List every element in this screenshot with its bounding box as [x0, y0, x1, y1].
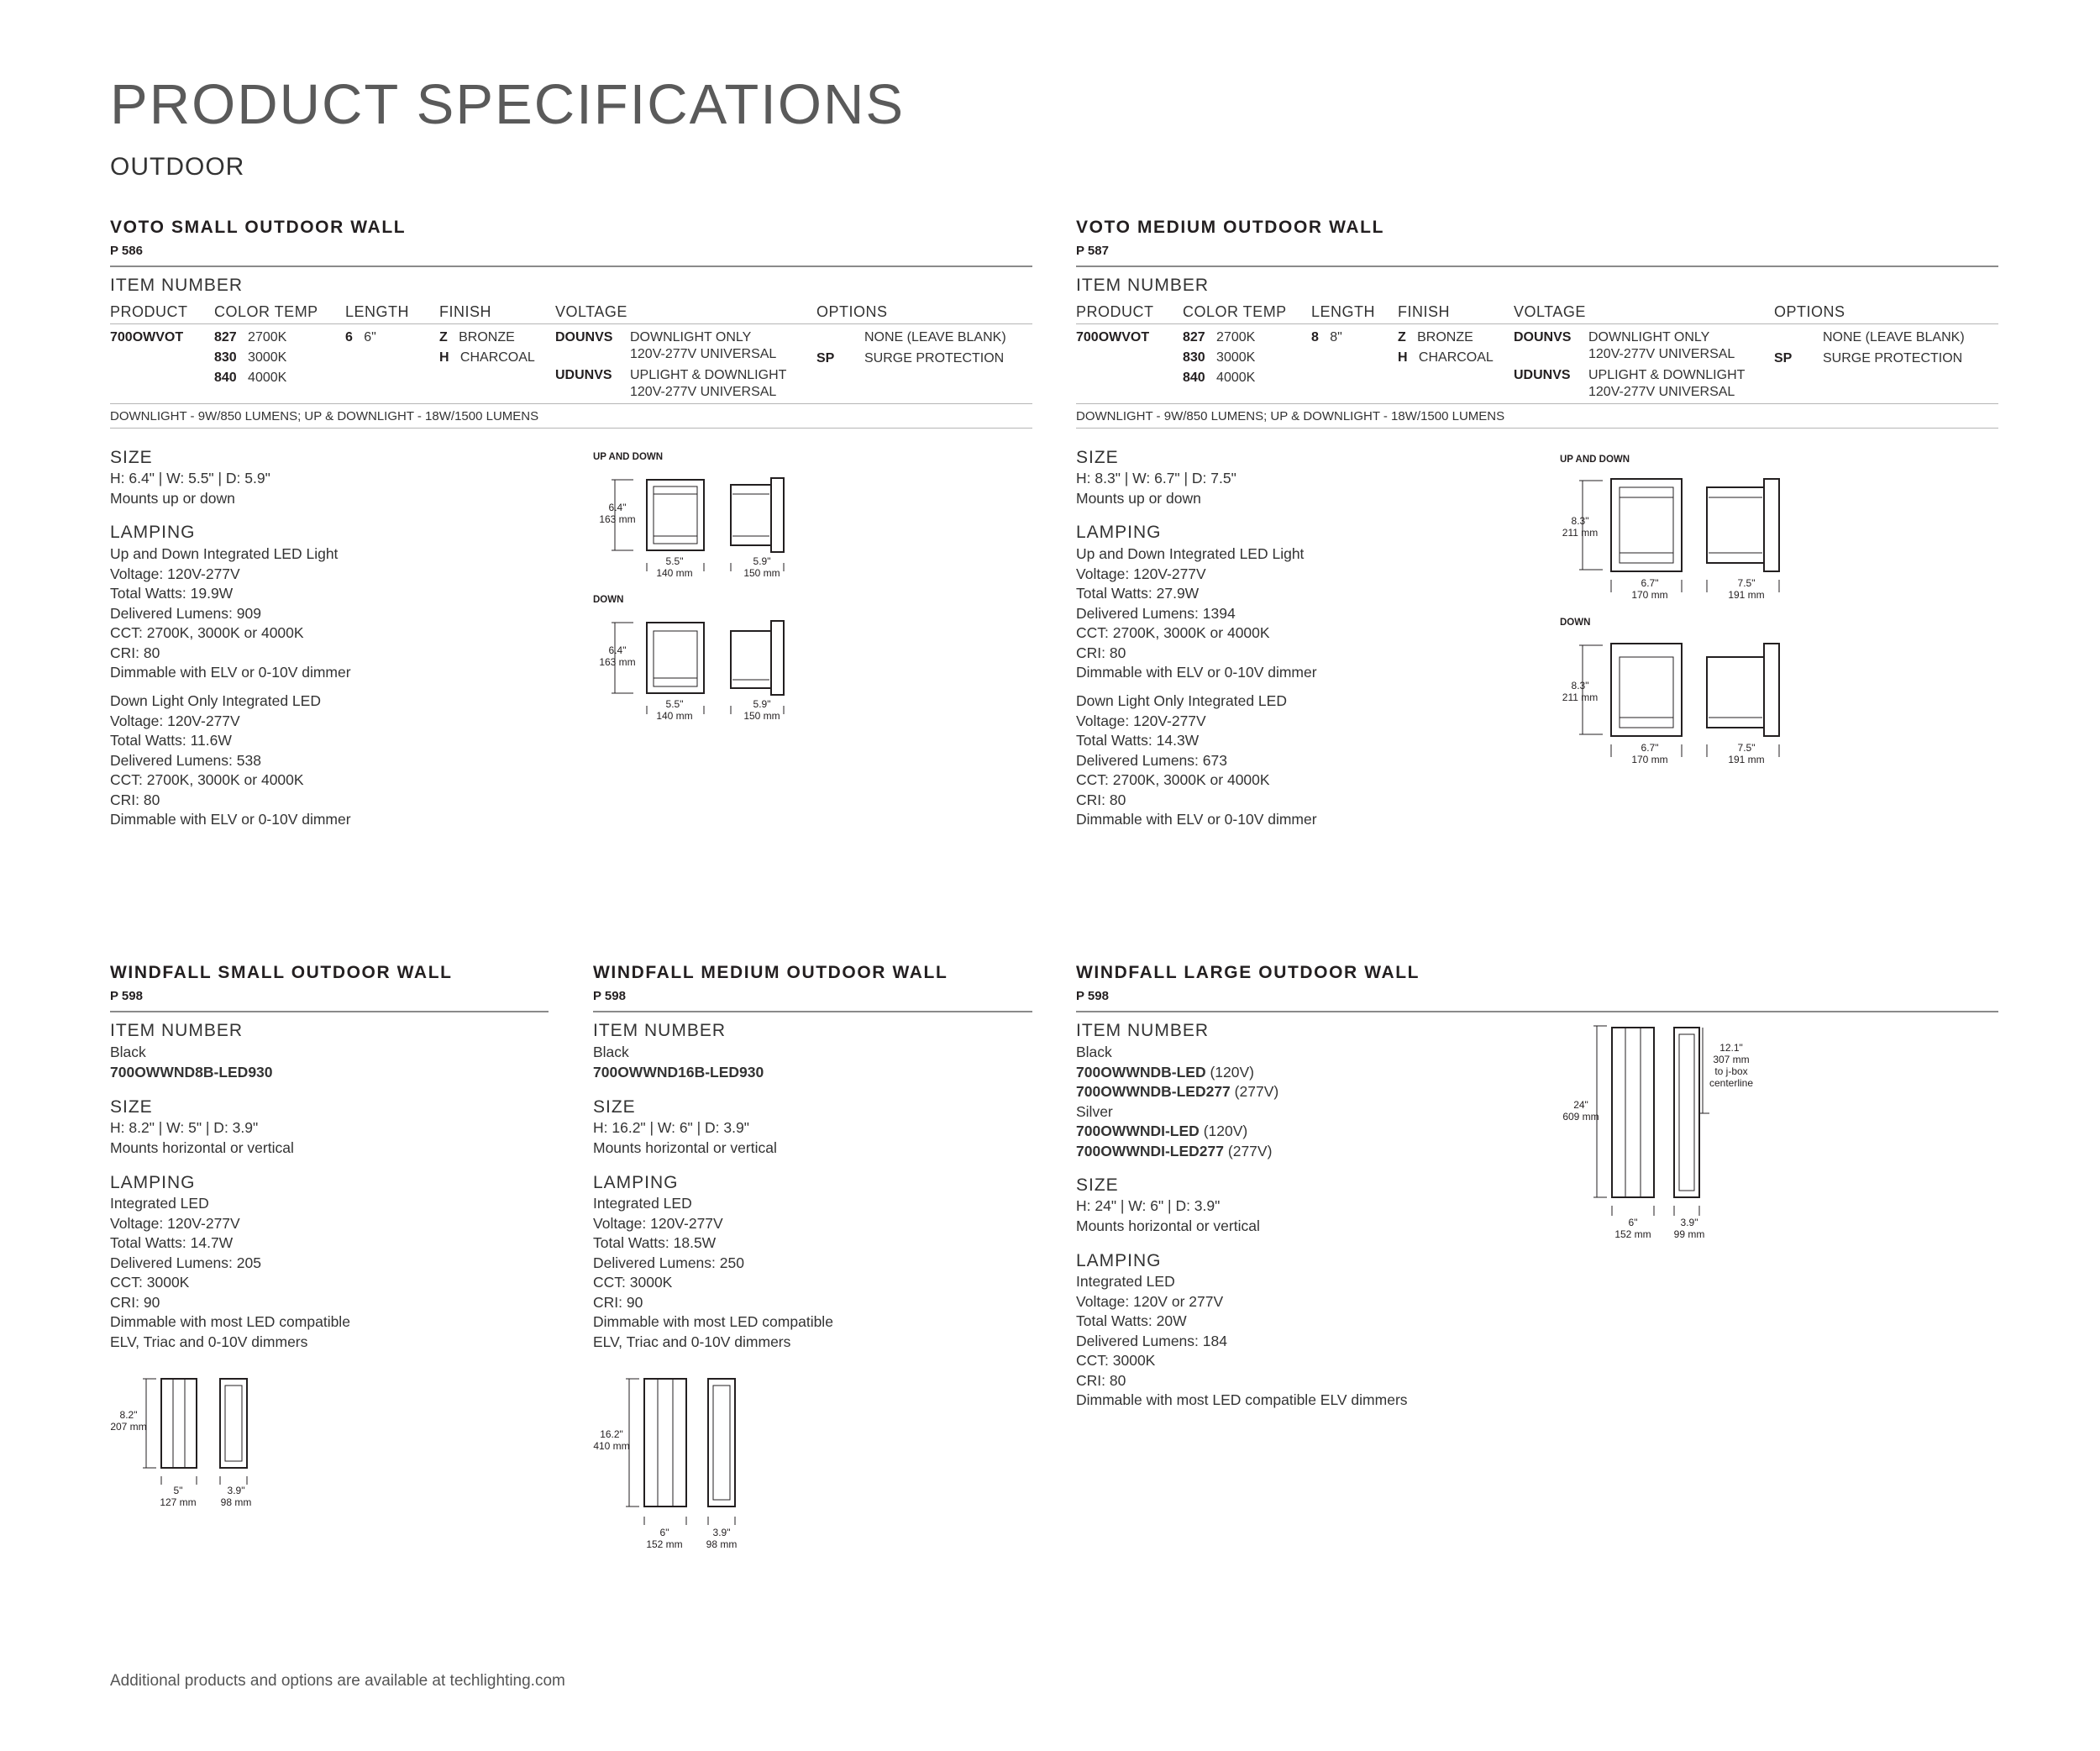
- item-number-heading: ITEM NUMBER: [110, 276, 243, 295]
- size-text: H: 6.4" | W: 5.5" | D: 5.9" Mounts up or down: [110, 470, 270, 507]
- size-heading: SIZE: [593, 1097, 636, 1117]
- dim-width: 6" 152 mm: [1614, 1217, 1651, 1240]
- divider: [110, 1011, 549, 1012]
- divider: [1076, 428, 1998, 429]
- voltage-desc: UPLIGHT & DOWNLIGHT 120V-277V UNIVERSAL: [1588, 368, 1746, 399]
- windfall-medium-drawing: [617, 1374, 752, 1550]
- size-heading: SIZE: [110, 448, 153, 467]
- voltage-code: DOUNVS: [555, 330, 613, 344]
- dim-width: 5.5" 140 mm: [656, 555, 693, 579]
- footer-note: Additional products and options are available at techlighting.com: [110, 1672, 565, 1690]
- item-number-heading: ITEM NUMBER: [110, 1021, 243, 1040]
- section-title: VOTO MEDIUM OUTDOOR WALL: [1076, 218, 1384, 237]
- size-text: H: 24" | W: 6" | D: 3.9" Mounts horizontal or vertical: [1076, 1197, 1260, 1234]
- lamping-text: Integrated LED Voltage: 120V-277V Total Watts: 14.7W Delivered Lumens: 205 CCT: 3000K CRI: 90 Dimmable with most LED compatible ELV, Triac and 0-10V dimmers: [110, 1195, 350, 1350]
- voltage-desc: UPLIGHT & DOWNLIGHT 120V-277V UNIVERSAL: [630, 368, 787, 399]
- divider: [110, 323, 1032, 324]
- size-text: H: 16.2" | W: 6" | D: 3.9" Mounts horizontal or vertical: [593, 1119, 777, 1156]
- section-title: WINDFALL MEDIUM OUTDOOR WALL: [593, 963, 948, 982]
- dim-width: 5" 127 mm: [160, 1485, 197, 1508]
- col-voltage: VOLTAGE: [555, 303, 627, 320]
- diagram-label-up-down: UP AND DOWN: [593, 452, 664, 462]
- dim-height: 6.4" 163 mm: [599, 644, 636, 668]
- col-voltage: VOLTAGE: [1514, 303, 1586, 320]
- dim-depth: 3.9" 99 mm: [1673, 1217, 1705, 1240]
- option-none: NONE (LEAVE BLANK): [1823, 330, 1965, 344]
- divider: [1076, 266, 1998, 267]
- lamping-heading: LAMPING: [593, 1173, 679, 1192]
- finish-list: Z BRONZE H CHARCOAL: [439, 330, 535, 365]
- section-title: VOTO SMALL OUTDOOR WALL: [110, 218, 407, 237]
- item-details: Black 700OWWND8B-LED930: [110, 1044, 273, 1081]
- lamping-heading: LAMPING: [1076, 1251, 1162, 1270]
- size-heading: SIZE: [1076, 1175, 1119, 1195]
- dim-depth: 7.5" 191 mm: [1728, 577, 1765, 601]
- dim-width: 6.7" 170 mm: [1631, 742, 1668, 765]
- dim-width: 6.7" 170 mm: [1631, 577, 1668, 601]
- lumens-note: DOWNLIGHT - 9W/850 LUMENS; UP & DOWNLIGHT - 18W/1500 LUMENS: [110, 409, 539, 423]
- dim-jbox-centerline: 12.1" 307 mm to j-box centerline: [1709, 1042, 1754, 1089]
- color-temp-list: 827 2700K 830 3000K 840 4000K: [214, 330, 287, 385]
- lamping-down: Down Light Only Integrated LED Voltage: 120V-277V Total Watts: 14.3W Delivered Lumens: 673 CCT: 2700K, 3000K or 4000K CRI: 80 Dimmable with ELV or 0-10V dimmer: [1076, 692, 1317, 828]
- divider: [1076, 1011, 1998, 1012]
- page-ref: P 598: [110, 989, 143, 1003]
- option-code: SP: [816, 351, 835, 365]
- option-none: NONE (LEAVE BLANK): [864, 330, 1006, 344]
- col-options: OPTIONS: [816, 303, 888, 320]
- dim-height: 6.4" 163 mm: [599, 502, 636, 525]
- lumens-note: DOWNLIGHT - 9W/850 LUMENS; UP & DOWNLIGHT - 18W/1500 LUMENS: [1076, 409, 1505, 423]
- dim-depth: 3.9" 98 mm: [220, 1485, 252, 1508]
- dim-height: 16.2" 410 mm: [593, 1428, 630, 1452]
- size-text: H: 8.3" | W: 6.7" | D: 7.5" Mounts up or down: [1076, 470, 1236, 507]
- dim-depth: 5.9" 150 mm: [743, 698, 780, 722]
- voltage-code: UDUNVS: [555, 368, 612, 382]
- item-number-heading: ITEM NUMBER: [593, 1021, 726, 1040]
- page-ref: P 598: [1076, 989, 1109, 1003]
- dim-width: 6" 152 mm: [646, 1527, 683, 1550]
- col-product: PRODUCT: [110, 303, 188, 320]
- page-ref: P 587: [1076, 244, 1109, 258]
- page-title: PRODUCT SPECIFICATIONS: [110, 73, 906, 136]
- divider: [1076, 403, 1998, 404]
- finish-list: Z BRONZE H CHARCOAL: [1398, 330, 1494, 365]
- col-product: PRODUCT: [1076, 303, 1154, 320]
- diagram-label-down: DOWN: [593, 595, 624, 605]
- size-heading: SIZE: [110, 1097, 153, 1117]
- product-code: 700OWVOT: [110, 330, 184, 344]
- lamping-heading: LAMPING: [110, 1173, 196, 1192]
- windfall-small-drawing: [134, 1374, 269, 1500]
- divider: [593, 1011, 1032, 1012]
- diagram-label-down: DOWN: [1560, 618, 1591, 628]
- voto-medium-drawing: [1572, 471, 1799, 773]
- option-surge: SURGE PROTECTION: [864, 351, 1005, 365]
- voltage-desc: DOWNLIGHT ONLY 120V-277V UNIVERSAL: [1588, 330, 1735, 361]
- col-finish: FINISH: [1398, 303, 1451, 320]
- dim-height: 8.3" 211 mm: [1562, 515, 1599, 539]
- dim-depth: 7.5" 191 mm: [1728, 742, 1765, 765]
- lamping-text: Integrated LED Voltage: 120V-277V Total Watts: 18.5W Delivered Lumens: 250 CCT: 3000K CRI: 90 Dimmable with most LED compatible ELV, Triac and 0-10V dimmers: [593, 1195, 833, 1350]
- lamping-down: Down Light Only Integrated LED Voltage: 120V-277V Total Watts: 11.6W Delivered Lumens: 538 CCT: 2700K, 3000K or 4000K CRI: 80 Dimmable with ELV or 0-10V dimmer: [110, 692, 351, 828]
- divider: [110, 266, 1032, 267]
- dim-height: 8.2" 207 mm: [110, 1409, 147, 1433]
- size-text: H: 8.2" | W: 5" | D: 3.9" Mounts horizontal or vertical: [110, 1119, 294, 1156]
- option-surge: SURGE PROTECTION: [1823, 351, 1963, 365]
- col-finish: FINISH: [439, 303, 492, 320]
- length-option: 6 6": [345, 330, 376, 344]
- product-code: 700OWVOT: [1076, 330, 1150, 344]
- diagram-label-up-down: UP AND DOWN: [1560, 455, 1630, 465]
- lamping-heading: LAMPING: [110, 523, 196, 542]
- color-temp-list: 827 2700K 830 3000K 840 4000K: [1183, 330, 1256, 385]
- lamping-heading: LAMPING: [1076, 523, 1162, 542]
- option-code: SP: [1774, 351, 1793, 365]
- dim-depth: 5.9" 150 mm: [743, 555, 780, 579]
- page-ref: P 598: [593, 989, 626, 1003]
- lamping-up-down: Up and Down Integrated LED Light Voltage: 120V-277V Total Watts: 19.9W Delivered Lumens: 909 CCT: 2700K, 3000K or 4000K CRI: 80 Dimmable with ELV or 0-10V dimmer: [110, 545, 351, 681]
- length-option: 8 8": [1311, 330, 1342, 344]
- col-color-temp: COLOR TEMP: [1183, 303, 1287, 320]
- lamping-up-down: Up and Down Integrated LED Light Voltage: 120V-277V Total Watts: 27.9W Delivered Lumens: 1394 CCT: 2700K, 3000K or 4000K CRI: 80 Dimmable with ELV or 0-10V dimmer: [1076, 545, 1317, 681]
- page-subtitle: OUTDOOR: [110, 153, 245, 181]
- dim-depth: 3.9" 98 mm: [706, 1527, 738, 1550]
- dim-width: 5.5" 140 mm: [656, 698, 693, 722]
- item-number-heading: ITEM NUMBER: [1076, 1021, 1209, 1040]
- divider: [110, 403, 1032, 404]
- size-heading: SIZE: [1076, 448, 1119, 467]
- col-color-temp: COLOR TEMP: [214, 303, 318, 320]
- voltage-code: UDUNVS: [1514, 368, 1571, 382]
- voltage-desc: DOWNLIGHT ONLY 120V-277V UNIVERSAL: [630, 330, 777, 361]
- divider: [1076, 323, 1998, 324]
- item-details: Black 700OWWND16B-LED930: [593, 1044, 764, 1081]
- divider: [110, 428, 1032, 429]
- dim-height: 24" 609 mm: [1562, 1099, 1599, 1123]
- lamping-text: Integrated LED Voltage: 120V or 277V Total Watts: 20W Delivered Lumens: 184 CCT: 3000K CRI: 80 Dimmable with most LED compatible ELV dimmers: [1076, 1273, 1408, 1408]
- col-length: LENGTH: [345, 303, 410, 320]
- voltage-code: DOUNVS: [1514, 330, 1572, 344]
- col-options: OPTIONS: [1774, 303, 1845, 320]
- item-details: Black 700OWWNDB-LED (120V) 700OWWNDB-LED277 (277V) Silver 700OWWNDI-LED (120V) 700OWWNDI-LED277 (277V): [1076, 1044, 1279, 1159]
- item-number-heading: ITEM NUMBER: [1076, 276, 1209, 295]
- section-title: WINDFALL SMALL OUTDOOR WALL: [110, 963, 453, 982]
- dim-height: 8.3" 211 mm: [1562, 680, 1599, 703]
- col-length: LENGTH: [1311, 303, 1376, 320]
- page-ref: P 586: [110, 244, 143, 258]
- section-title: WINDFALL LARGE OUTDOOR WALL: [1076, 963, 1420, 982]
